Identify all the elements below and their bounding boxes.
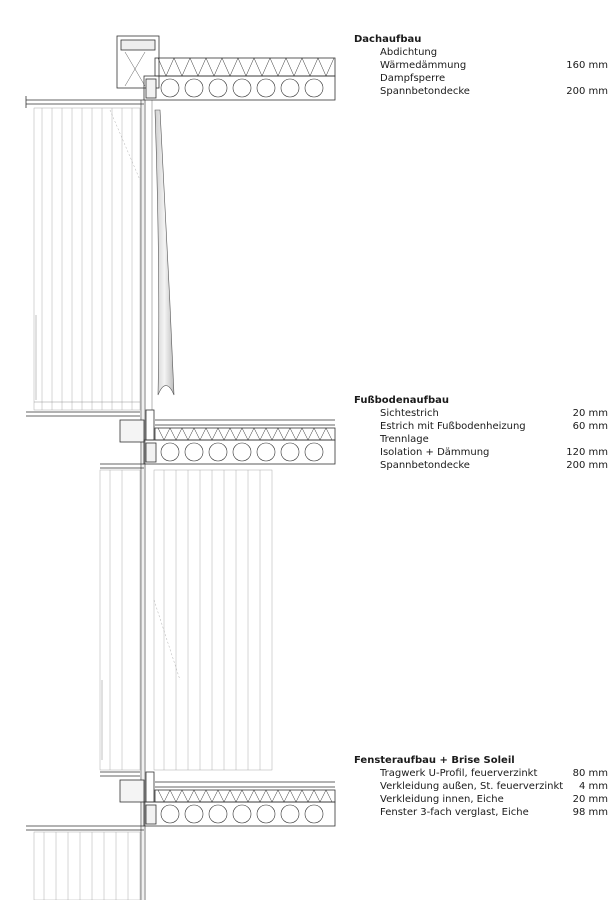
legend-row: Wärmedämmung 160 mm	[380, 60, 608, 71]
legend-window	[354, 754, 608, 819]
sun-curtain	[155, 110, 174, 395]
legend-row: Abdichtung	[380, 47, 438, 58]
floor-slab	[26, 410, 335, 468]
legend-floor-title: Fußbodenaufbau	[354, 395, 449, 406]
legend-floor	[354, 394, 608, 472]
legend-row: Trennlage	[380, 434, 429, 445]
legend-row: Estrich mit Fußbodenheizung 60 mm	[380, 421, 608, 432]
upper-window-elevation	[34, 108, 140, 410]
legend-row: Spannbetondecke 200 mm	[380, 86, 608, 97]
lower-floor-slab	[26, 772, 335, 830]
roof-hollow-cores	[161, 79, 323, 97]
legend-row: Isolation + Dämmung 120 mm	[380, 447, 608, 458]
legend-roof	[354, 33, 608, 98]
legend-row: Tragwerk U-Profil, feuerverzinkt 80 mm	[380, 768, 608, 779]
roof-slab	[26, 36, 335, 108]
legend-row: Dampfsperre	[380, 73, 446, 84]
floor-hollow-cores	[161, 443, 323, 461]
lower-window-elevation	[100, 470, 272, 770]
legend-roof-title: Dachaufbau	[354, 34, 422, 45]
bottom-window-elevation	[34, 832, 140, 900]
legend-row: Verkleidung außen, St. feuerverzinkt 4 mm	[380, 781, 608, 792]
legend-window-title: Fensteraufbau + Brise Soleil	[354, 755, 515, 766]
legend-row: Verkleidung innen, Eiche 20 mm	[380, 794, 608, 805]
legend-row: Fenster 3-fach verglast, Eiche 98 mm	[380, 807, 608, 818]
legend-row: Sichtestrich 20 mm	[380, 408, 608, 419]
legend-row: Spannbetondecke 200 mm	[380, 460, 608, 471]
roof-insulation-zigzag	[158, 58, 334, 76]
